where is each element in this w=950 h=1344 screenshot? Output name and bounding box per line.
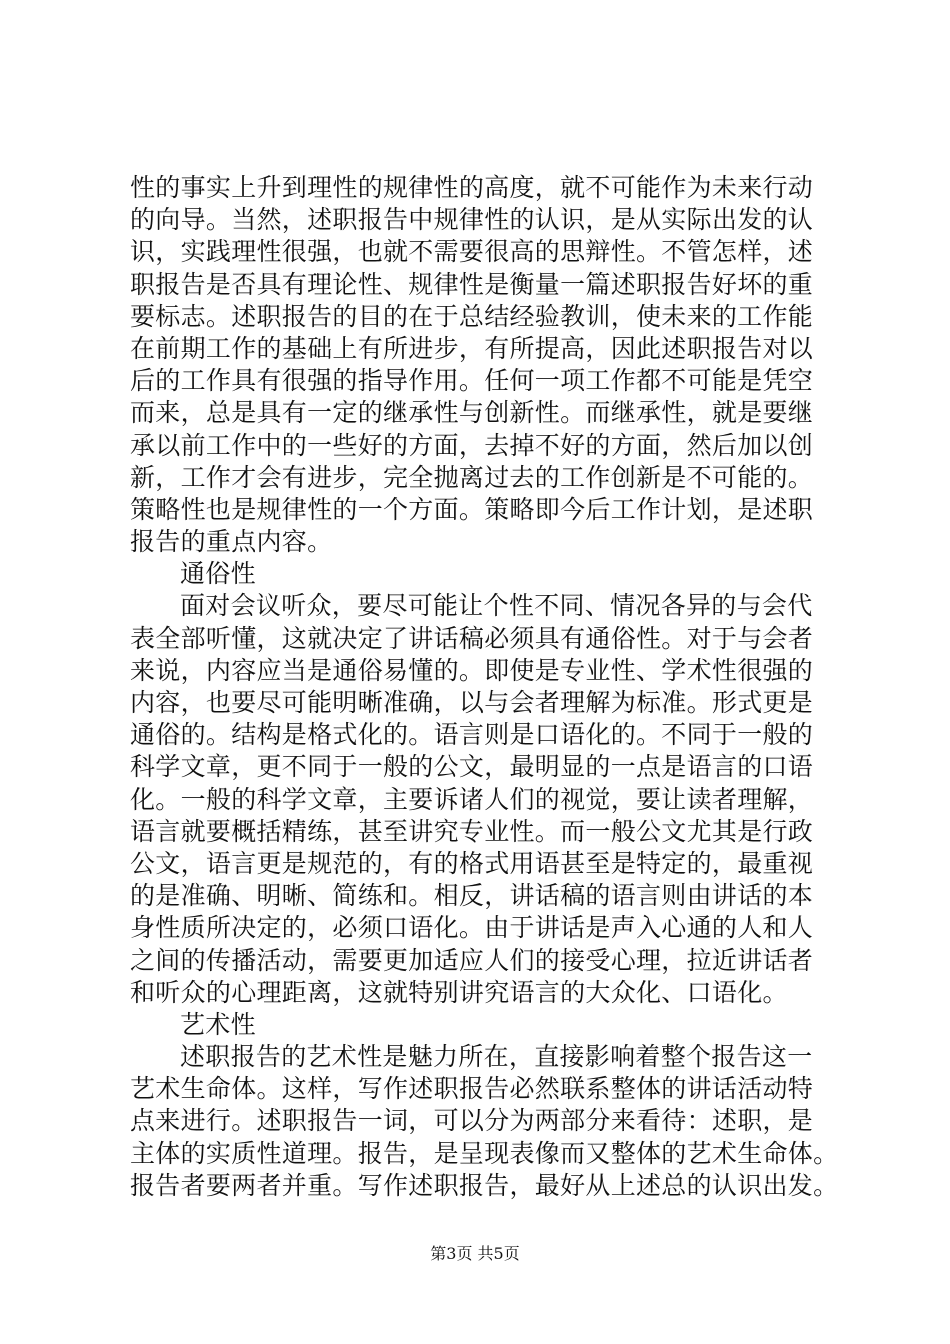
text-line: 化。一般的科学文章，主要诉诸人们的视觉，要让读者理解， bbox=[130, 784, 814, 814]
text-line: 述职报告的艺术性是魅力所在，直接影响着整个报告这一 bbox=[180, 1042, 813, 1072]
text-line: 和听众的心理距离，这就特别讲究语言的大众化、口语化。 bbox=[130, 977, 788, 1007]
text-line: 点来进行。述职报告一词，可以分为两部分来看待：述职，是 bbox=[130, 1106, 814, 1136]
text-line: 通俗的。结构是格式化的。语言则是口语化的。不同于一般的 bbox=[130, 720, 814, 750]
document-body bbox=[130, 172, 839, 1202]
text-line: 在前期工作的基础上有所进步，有所提高，因此述职报告对以 bbox=[130, 333, 814, 363]
text-line: 承以前工作中的一些好的方面，去掉不好的方面，然后加以创 bbox=[130, 430, 814, 460]
text-line: 的向导。当然，述职报告中规律性的认识，是从实际出发的认 bbox=[130, 205, 814, 235]
text-line: 面对会议听众，要尽可能让个性不同、情况各异的与会代 bbox=[180, 591, 813, 621]
page-footer: 第3页 共5页 bbox=[430, 1244, 520, 1263]
text-line: 报告者要两者并重。写作述职报告，最好从上述总的认识出发。 bbox=[130, 1170, 839, 1200]
text-line: 策略性也是规律性的一个方面。策略即今后工作计划，是述职 bbox=[130, 494, 814, 524]
text-line: 的是准确、明晰、简练和。相反，讲话稿的语言则由讲话的本 bbox=[130, 881, 814, 911]
text-line: 识，实践理性很强，也就不需要很高的思辩性。不管怎样，述 bbox=[130, 237, 814, 267]
text-line: 表全部听懂，这就决定了讲话稿必须具有通俗性。对于与会者 bbox=[130, 623, 814, 653]
text-line: 内容，也要尽可能明晰准确，以与会者理解为标准。形式更是 bbox=[130, 688, 814, 717]
text-line: 要标志。述职报告的目的在于总结经验教训，使未来的工作能 bbox=[130, 301, 814, 331]
text-line: 后的工作具有很强的指导作用。任何一项工作都不可能是凭空 bbox=[130, 366, 814, 396]
text-line: 艺术生命体。这样，写作述职报告必然联系整体的讲话活动特 bbox=[130, 1074, 814, 1104]
text-line: 报告的重点内容。 bbox=[130, 527, 333, 557]
text-line: 语言就要概括精练，甚至讲究专业性。而一般公文尤其是行政 bbox=[130, 816, 814, 846]
text-line: 之间的传播活动，需要更加适应人们的接受心理，拉近讲话者 bbox=[130, 945, 814, 975]
text-line: 公文，语言更是规范的，有的格式用语甚至是特定的，最重视 bbox=[130, 848, 814, 878]
text-line: 来说，内容应当是通俗易懂的。即使是专业性、学术性很强的 bbox=[130, 655, 814, 685]
text-line: 艺术性 bbox=[180, 1009, 256, 1039]
text-line: 性的事实上升到理性的规律性的高度，就不可能作为未来行动 bbox=[130, 173, 814, 202]
text-line: 通俗性 bbox=[180, 559, 256, 589]
text-line: 职报告是否具有理论性、规律性是衡量一篇述职报告好坏的重 bbox=[130, 269, 814, 299]
text-line: 而来，总是具有一定的继承性与创新性。而继承性，就是要继 bbox=[130, 398, 814, 428]
text-line: 主体的实质性道理。报告，是呈现表像而又整体的艺术生命体。 bbox=[130, 1138, 839, 1168]
text-line: 身性质所决定的，必须口语化。由于讲话是声入心通的人和人 bbox=[130, 913, 814, 943]
text-line: 新，工作才会有进步，完全抛离过去的工作创新是不可能的。 bbox=[130, 462, 814, 492]
text-line: 科学文章，更不同于一般的公文，最明显的一点是语言的口语 bbox=[130, 752, 814, 782]
